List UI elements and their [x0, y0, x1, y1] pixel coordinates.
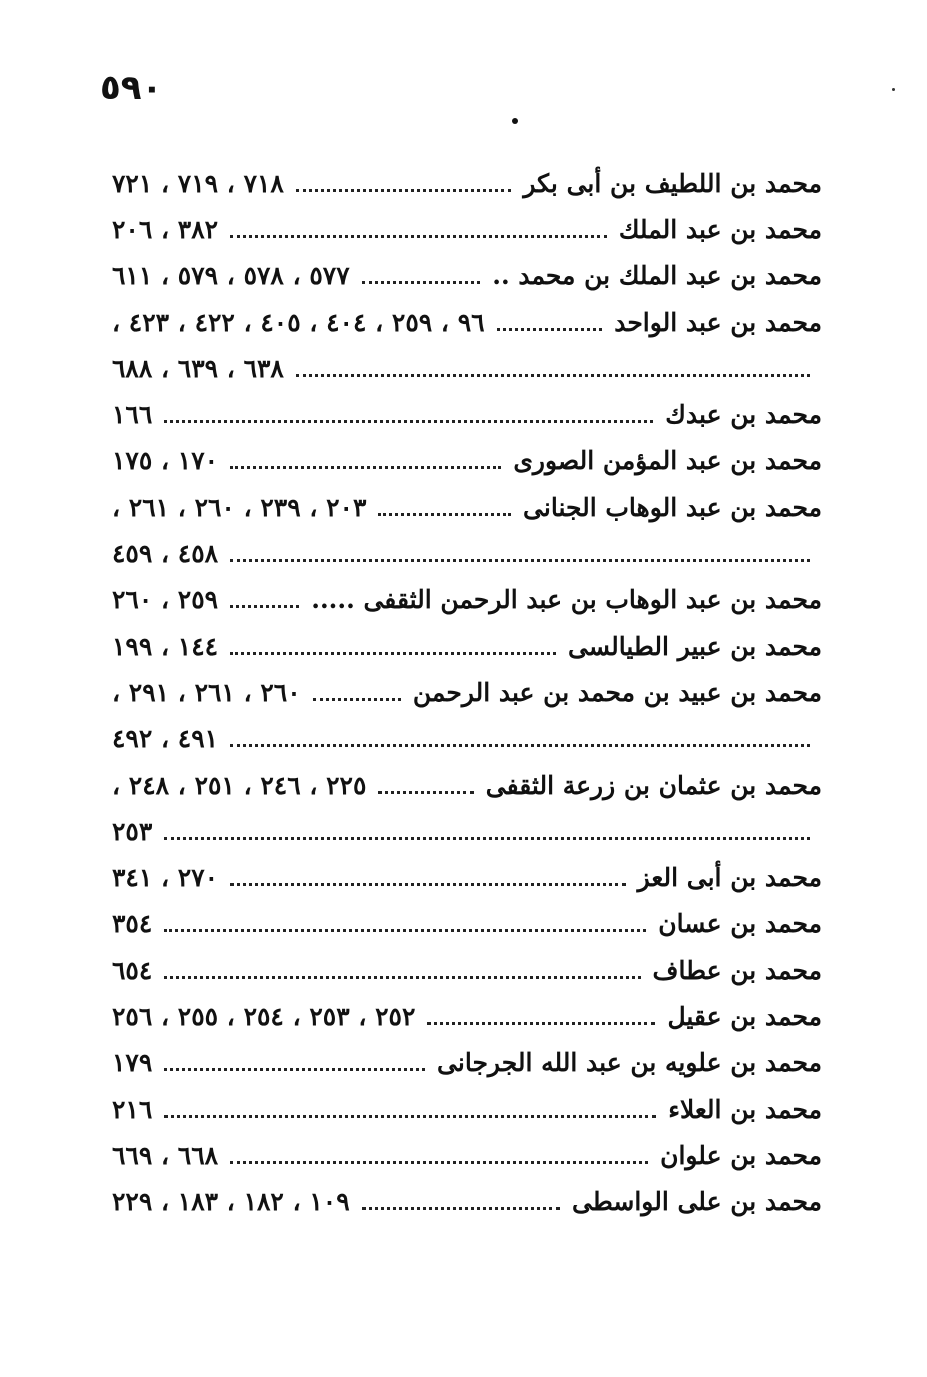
entry-pages: ١٦٦ [112, 400, 153, 430]
entry-name: محمد بن علويه بن عبد الله الجرجانى [437, 1048, 822, 1078]
index-entry [112, 253, 822, 299]
entry-pages: ٢٥٣ [112, 816, 153, 846]
entry-pages: ٧١٨ ، ٧١٩ ، ٧٢١ [112, 168, 284, 198]
dot-leader [296, 374, 810, 377]
name-index [112, 160, 822, 1225]
dot-leader [164, 929, 646, 932]
dot-leader [164, 1115, 656, 1118]
index-entry [112, 299, 822, 345]
index-entry [112, 762, 822, 808]
entry-pages: ١٧٩ [112, 1048, 153, 1078]
dot-leader [362, 1207, 560, 1210]
dot-leader [497, 328, 603, 331]
entry-pages: ٣٥٤ [112, 909, 153, 939]
dot-leader [378, 513, 511, 516]
index-entry [112, 716, 822, 762]
index-entry [112, 854, 822, 900]
index-entry [112, 1086, 822, 1132]
index-entry [112, 947, 822, 993]
entry-pages: ٢١٦ [112, 1094, 153, 1124]
index-entry [112, 345, 822, 391]
index-entry [112, 623, 822, 669]
entry-name: محمد بن عبد الملك [618, 214, 822, 244]
entry-pages: ٢٥٩ ، ٢٦٠ [112, 585, 219, 615]
entry-name: محمد بن عبد الملك بن محمد .. [492, 261, 822, 291]
dot-leader [164, 420, 653, 423]
dot-leader [230, 744, 810, 747]
entry-pages: ٢٥٢ ، ٢٥٣ ، ٢٥٤ ، ٢٥٥ ، ٢٥٦ [112, 1001, 416, 1031]
entry-pages: ٢٢٥ ، ٢٤٦ ، ٢٥١ ، ٢٤٨ ، [112, 770, 367, 800]
entry-pages: ٤٥٨ ، ٤٥٩ [112, 539, 219, 569]
index-entry [112, 438, 822, 484]
entry-name: محمد بن أبى العز [637, 863, 822, 893]
index-entry [112, 530, 822, 576]
index-entry [112, 160, 822, 206]
entry-name: محمد بن اللطيف بن أبى بكر [523, 168, 822, 198]
dot-leader [296, 189, 511, 192]
index-entry [112, 1132, 822, 1178]
dot-leader [230, 605, 299, 608]
index-entry [112, 901, 822, 947]
dot-leader [164, 1068, 425, 1071]
index-entry [112, 993, 822, 1039]
entry-pages: ١٤٤ ، ١٩٩ [112, 631, 219, 661]
entry-name: محمد بن عقيل [667, 1001, 822, 1031]
entry-pages: ٢٧٠ ، ٣٤١ [112, 863, 219, 893]
index-entry [112, 577, 822, 623]
entry-name: محمد بن عثمان بن زرعة الثقفى [485, 770, 822, 800]
entry-name: محمد بن العلاء [668, 1094, 822, 1124]
page-number: ٥٩٠ [100, 68, 163, 108]
dot-leader [230, 883, 626, 886]
entry-name: محمد بن علوان [660, 1140, 822, 1170]
entry-pages: ٤٩١ ، ٤٩٢ [112, 724, 219, 754]
dot-leader [230, 652, 556, 655]
index-entry [112, 1040, 822, 1086]
dot-leader [164, 837, 810, 840]
dot-leader [230, 1161, 648, 1164]
entry-name: محمد بن على الواسطى [572, 1187, 822, 1217]
entry-name: محمد بن عبد الوهاب بن عبد الرحمن الثقفى ..... [311, 585, 822, 615]
entry-pages: ٦٣٨ ، ٦٣٩ ، ٦٨٨ [112, 353, 284, 383]
entry-pages: ٢٦٠ ، ٢٦١ ، ٢٩١ ، [112, 677, 301, 707]
index-entry [112, 391, 822, 437]
entry-pages: ٢٠٣ ، ٢٣٩ ، ٢٦٠ ، ٢٦١ ، [112, 492, 367, 522]
index-entry [112, 808, 822, 854]
entry-name: محمد بن عبيد بن محمد بن عبد الرحمن [412, 677, 822, 707]
dot-leader [362, 281, 481, 284]
entry-pages: ٦٥٤ [112, 955, 153, 985]
dot-leader [164, 976, 640, 979]
entry-name: محمد بن عبد الواحد [614, 307, 822, 337]
header-dot [512, 118, 518, 124]
entry-pages: ٦٦٨ ، ٦٦٩ [112, 1140, 219, 1170]
entry-name: محمد بن عبير الطيالسى [568, 631, 822, 661]
index-entry [112, 669, 822, 715]
dot-leader [427, 1022, 655, 1025]
entry-name: محمد بن عبد المؤمن الصورى [513, 446, 822, 476]
entry-pages: ٩٦ ، ٢٥٩ ، ٤٠٤ ، ٤٠٥ ، ٤٢٢ ، ٤٢٣ ، [112, 307, 485, 337]
dot-leader [230, 235, 607, 238]
dot-leader [230, 466, 501, 469]
entry-name: محمد بن عسان [658, 909, 822, 939]
index-entry [112, 1179, 822, 1225]
entry-name: محمد بن عطاف [652, 955, 822, 985]
dot-leader [378, 791, 473, 794]
dot-leader [230, 559, 810, 562]
entry-pages: ٣٨٢ ، ٢٠٦ [112, 214, 219, 244]
corner-mark [892, 88, 895, 91]
entry-pages: ١٧٠ ، ١٧٥ [112, 446, 219, 476]
entry-pages: ١٠٩ ، ١٨٢ ، ١٨٣ ، ٢٢٩ [112, 1187, 350, 1217]
dot-leader [313, 698, 401, 701]
index-entry [112, 484, 822, 530]
entry-pages: ٥٧٧ ، ٥٧٨ ، ٥٧٩ ، ٦١١ [112, 261, 350, 291]
entry-name: محمد بن عبد الوهاب الجنانى [523, 492, 822, 522]
entry-name: محمد بن عبدك [665, 400, 822, 430]
index-entry [112, 206, 822, 252]
